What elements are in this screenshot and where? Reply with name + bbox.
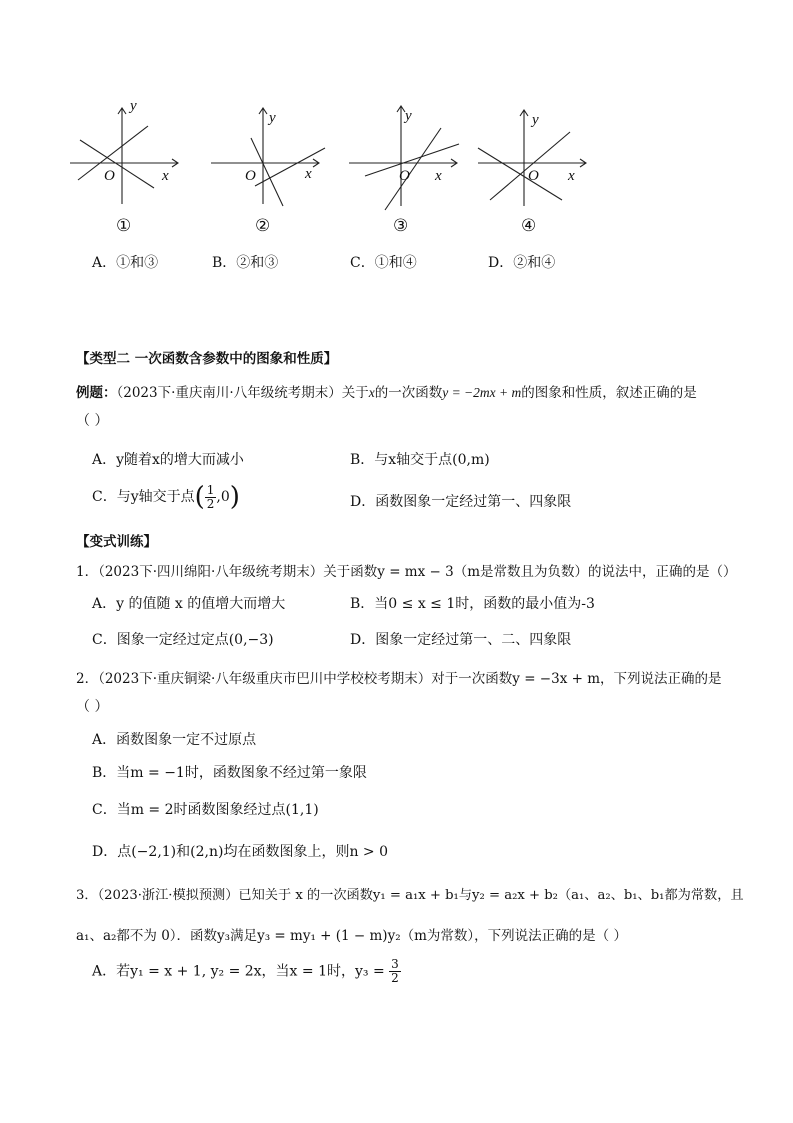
example-x: x [368,385,375,400]
example-label: 例题： [76,385,117,401]
x-label: x [305,166,312,182]
q1-option-b: B．当0 ≤ x ≤ 1时，函数的最小值为-3 [350,596,595,612]
q3-stem-line1: 3．（2023·浙江·模拟预测）已知关于 x 的一次函数y₁ = a₁x + b₁与y₂ = a₂x + b₂（a₁、a₂、b₁、b₁都为常数，且 [76,888,744,903]
x-label: x [162,168,169,184]
q1-option-a: A．y 的值随 x 的值增大而增大 [92,596,286,612]
y-label: y [532,112,539,128]
y-label: y [269,110,276,126]
q1-stem: 1．（2023下·四川绵阳·八年级统考期末）关于函数y = mx − 3（m是常数且为负数）的说法中，正确的是（） [76,564,737,580]
prev-option-a: A．①和③ [92,255,159,271]
prev-option-d: D．②和④ [488,255,556,271]
example-paren: （ ） [76,413,109,429]
q3-option-a [92,958,401,985]
example-option-c: C．与y轴交于点( $\frac{1}{2}$ ,0) [92,482,240,512]
q2-paren: （ ） [76,699,109,715]
q1-option-c: C．图象一定经过定点(0,−3) [92,632,274,648]
graph-3-label: ③ [393,216,409,236]
q1-option-d: D．图象一定经过第一、二、四象限 [350,632,572,648]
example-option-b: B．与x轴交于点(0,m) [350,452,490,468]
graph-1-label: ① [116,216,132,236]
origin-label: O [399,168,410,184]
graph-1 [60,100,190,210]
origin-label: O [528,168,539,184]
graph-3 [345,100,475,210]
option-c-label: C．与y轴交于点 [92,489,195,505]
practice-title: 【变式训练】 [76,534,157,550]
y-label: y [130,98,137,114]
q2-option-d: D．点(−2,1)和(2,n)均在函数图象上，则n > 0 [92,844,388,860]
line-b [385,128,441,210]
q2-option-a: A．函数图象一定不过原点 [92,732,257,748]
section-title: 【类型二 一次函数含参数中的图象和性质】 [76,351,338,367]
prev-option-b: B．②和③ [212,255,279,271]
line-b [490,132,570,200]
q3-option-a-fraction: $\frac{3}{2}$ [391,957,399,985]
option-c-fraction: $\frac{1}{2}$ [206,482,215,511]
origin-label: O [104,168,115,184]
graph-2-label: ② [255,216,271,236]
x-label: x [568,168,575,184]
q3-option-a-text: A．若y₁ = x + 1, y₂ = 2x，当x = 1时，y₃ = [92,963,385,980]
q2-option-b: B．当m = −1时，函数图象不经过第一象限 [92,765,367,781]
example-mid: 的一次函数 [374,385,443,401]
line-b [255,148,325,186]
example-text: （2023下·重庆南川·八年级统考期末）关于 [116,385,369,401]
example-option-d: D．函数图象一定经过第一、四象限 [350,494,572,510]
graph-4-label: ④ [521,216,537,236]
origin-label: O [245,168,256,184]
q2-stem: 2．（2023下·重庆铜梁·八年级重庆市巴川中学校校考期末）对于一次函数y = −3x + m，下列说法正确的是 [76,671,722,687]
q2-option-c: C．当m = 2时函数图象经过点(1,1) [92,802,319,818]
graph-2 [205,100,335,210]
example-option-a: A．y随着x的增大而减小 [92,452,244,468]
y-label: y [405,108,412,124]
line-a [80,140,154,188]
x-label: x [435,168,442,184]
graph-4 [470,100,600,210]
option-c-post: ,0 [216,489,230,505]
example-equation: y = −2mx + m [442,385,522,400]
prev-option-c: C．①和④ [350,255,417,271]
example-end: 的图象和性质，叙述正确的是 [521,385,697,401]
q3-stem-line2: a₁、a₂都不为 0）．函数y₃满足y₃ = my₁ + (1 − m)y₂（m为常数），下列说法正确的是（ ） [76,928,627,944]
example-stem [76,381,697,401]
